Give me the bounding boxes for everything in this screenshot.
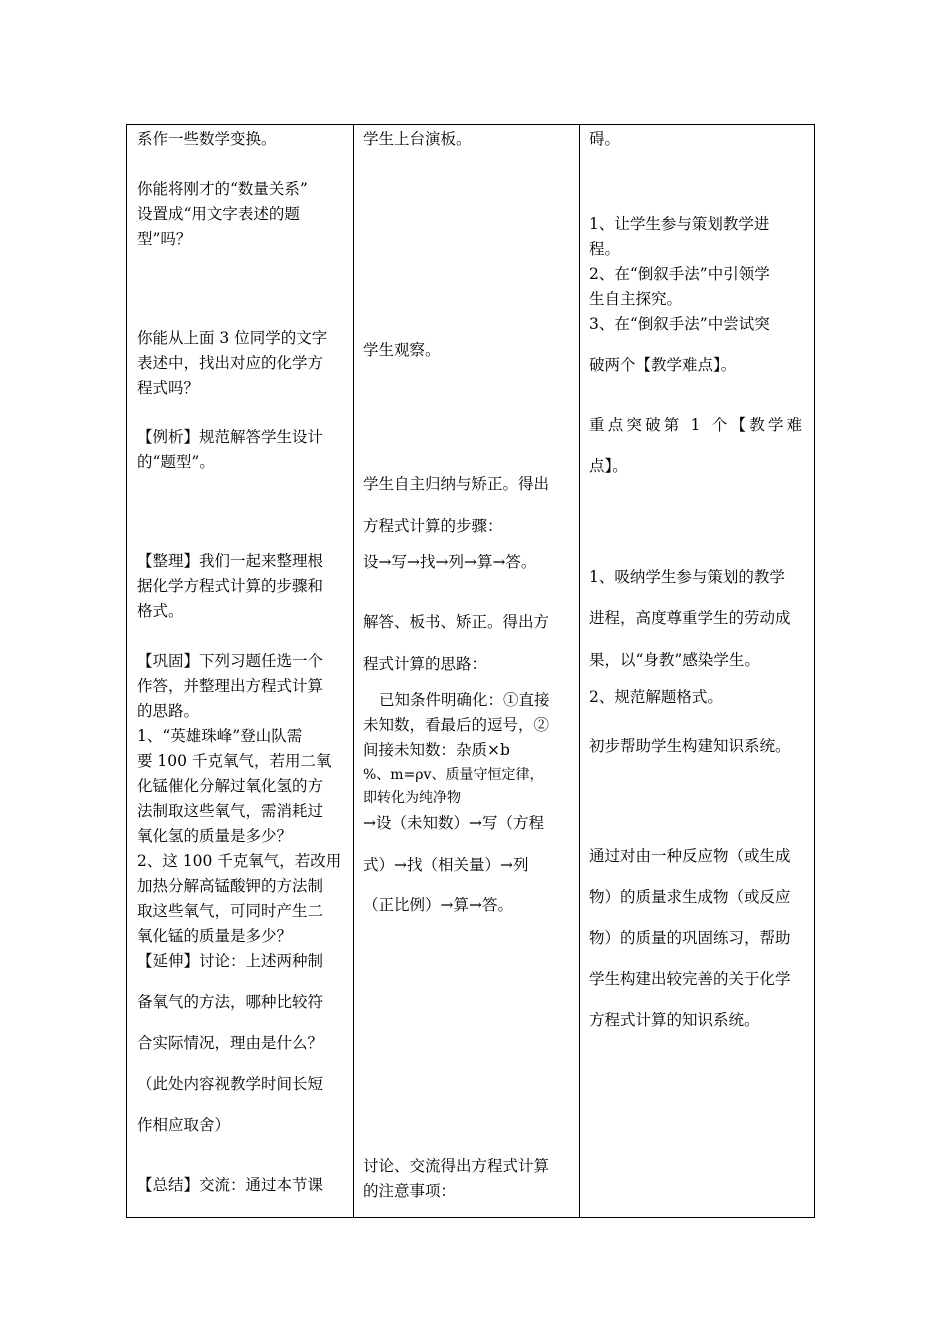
design-intent-column (579, 125, 814, 1217)
text-line: 学生构建出较完善的关于化学 (589, 970, 791, 988)
text-line: 1、吸纳学生参与策划的教学 (589, 568, 785, 586)
text-line: 程式计算的思路： (363, 655, 488, 673)
text-line: 取这些氧气，可同时产生二 (137, 902, 324, 920)
text-line: 果，以“身教”感染学生。 (589, 651, 760, 669)
text-line: 备氧气的方法，哪种比较符 (137, 993, 324, 1011)
text-line: 【例析】规范解答学生设计 (137, 428, 324, 446)
text-line: 已知条件明确化：①直接 (379, 691, 550, 709)
text-line: 方程式计算的步骤： (363, 517, 503, 535)
text-line: %、m=ρv、质量守恒定律， (363, 767, 544, 783)
text-line: 的“题型”。 (137, 453, 215, 471)
text-line: 3、在“倒叙手法”中尝试突 (589, 315, 770, 333)
text-line: 的注意事项： (363, 1182, 457, 1200)
text-line: 合实际情况，理由是什么？ (137, 1034, 324, 1052)
text-line: 通过对由一种反应物（或生成 (589, 847, 791, 865)
text-line: 式）→找（相关量）→列 (363, 856, 529, 874)
text-line: 学生观察。 (363, 341, 441, 359)
text-line: 方程式计算的知识系统。 (589, 1011, 760, 1029)
student-activity-column (353, 125, 579, 1217)
text-line: 生自主探究。 (589, 290, 683, 308)
text-line: 进程，高度尊重学生的劳动成 (589, 609, 791, 627)
text-line: 1、让学生参与策划教学进 (589, 215, 770, 233)
text-line: 学生上台演板。 (363, 130, 472, 148)
text-line: 破两个【教学难点】。 (589, 356, 737, 374)
text-line: 碍。 (589, 130, 621, 148)
text-line: 化锰催化分解过氧化氢的方 (137, 777, 324, 795)
text-line: 【巩固】下列习题任选一个 (137, 652, 324, 670)
text-line: 你能将刚才的“数量关系” (137, 180, 308, 198)
text-line: 法制取这些氧气，需消耗过 (137, 802, 324, 820)
text-line: 你能从上面 3 位同学的文字 (137, 329, 328, 347)
text-line: 1、“英雄珠峰”登山队需 (137, 727, 303, 745)
text-line: 物）的质量的巩固练习，帮助 (589, 929, 791, 947)
text-line: 设→写→找→列→算→答。 (363, 553, 537, 571)
text-line: 加热分解高锰酸钾的方法制 (137, 877, 324, 895)
text-line: 表述中，找出对应的化学方 (137, 354, 324, 372)
text-line: 作答，并整理出方程式计算 (137, 677, 324, 695)
text-line: 重点突破第 1 个【教学难 (589, 416, 806, 434)
text-line: 【整理】我们一起来整理根 (137, 552, 324, 570)
lesson-plan-table (126, 124, 815, 1218)
text-line: 解答、板书、矫正。得出方 (363, 613, 550, 631)
text-line: 据化学方程式计算的步骤和 (137, 577, 324, 595)
text-line: 程。 (589, 240, 621, 258)
text-line: 物）的质量求生成物（或反应 (589, 888, 791, 906)
text-line: （此处内容视教学时间长短 (137, 1075, 324, 1093)
text-line: 的思路。 (137, 702, 200, 720)
text-line: 型”吗？ (137, 230, 192, 248)
text-line: →设（未知数）→写（方程 (363, 814, 544, 832)
teacher-activity-column (127, 125, 353, 1217)
text-line: 讨论、交流得出方程式计算 (363, 1157, 550, 1175)
text-line: 即转化为纯净物 (363, 790, 461, 806)
text-line: 程式吗？ (137, 379, 200, 397)
text-line: 【总结】交流：通过本节课 (137, 1176, 324, 1194)
text-line: 2、在“倒叙手法”中引领学 (589, 265, 770, 283)
text-line: 格式。 (137, 602, 184, 620)
text-line: 学生自主归纳与矫正。得出 (363, 475, 550, 493)
text-line: （正比例）→算→答。 (363, 896, 513, 914)
text-line: 点】。 (589, 457, 628, 475)
text-line: 设置成“用文字表述的题 (137, 205, 300, 223)
text-line: 要 100 千克氧气，若用二氧 (137, 752, 332, 770)
text-line: 氧化氢的质量是多少？ (137, 827, 293, 845)
text-line: 系作一些数学变换。 (137, 130, 277, 148)
text-line: 初步帮助学生构建知识系统。 (589, 737, 791, 755)
text-line: 2、这 100 千克氧气，若改用 (137, 852, 342, 870)
text-line: 作相应取舍） (137, 1116, 231, 1134)
text-line: 氧化锰的质量是多少？ (137, 927, 293, 945)
text-line: 2、规范解题格式。 (589, 688, 723, 706)
text-line: 间接未知数：杂质×b (363, 741, 510, 759)
text-line: 【延伸】讨论：上述两种制 (137, 952, 324, 970)
text-line: 未知数，看最后的逗号，② (363, 716, 550, 734)
